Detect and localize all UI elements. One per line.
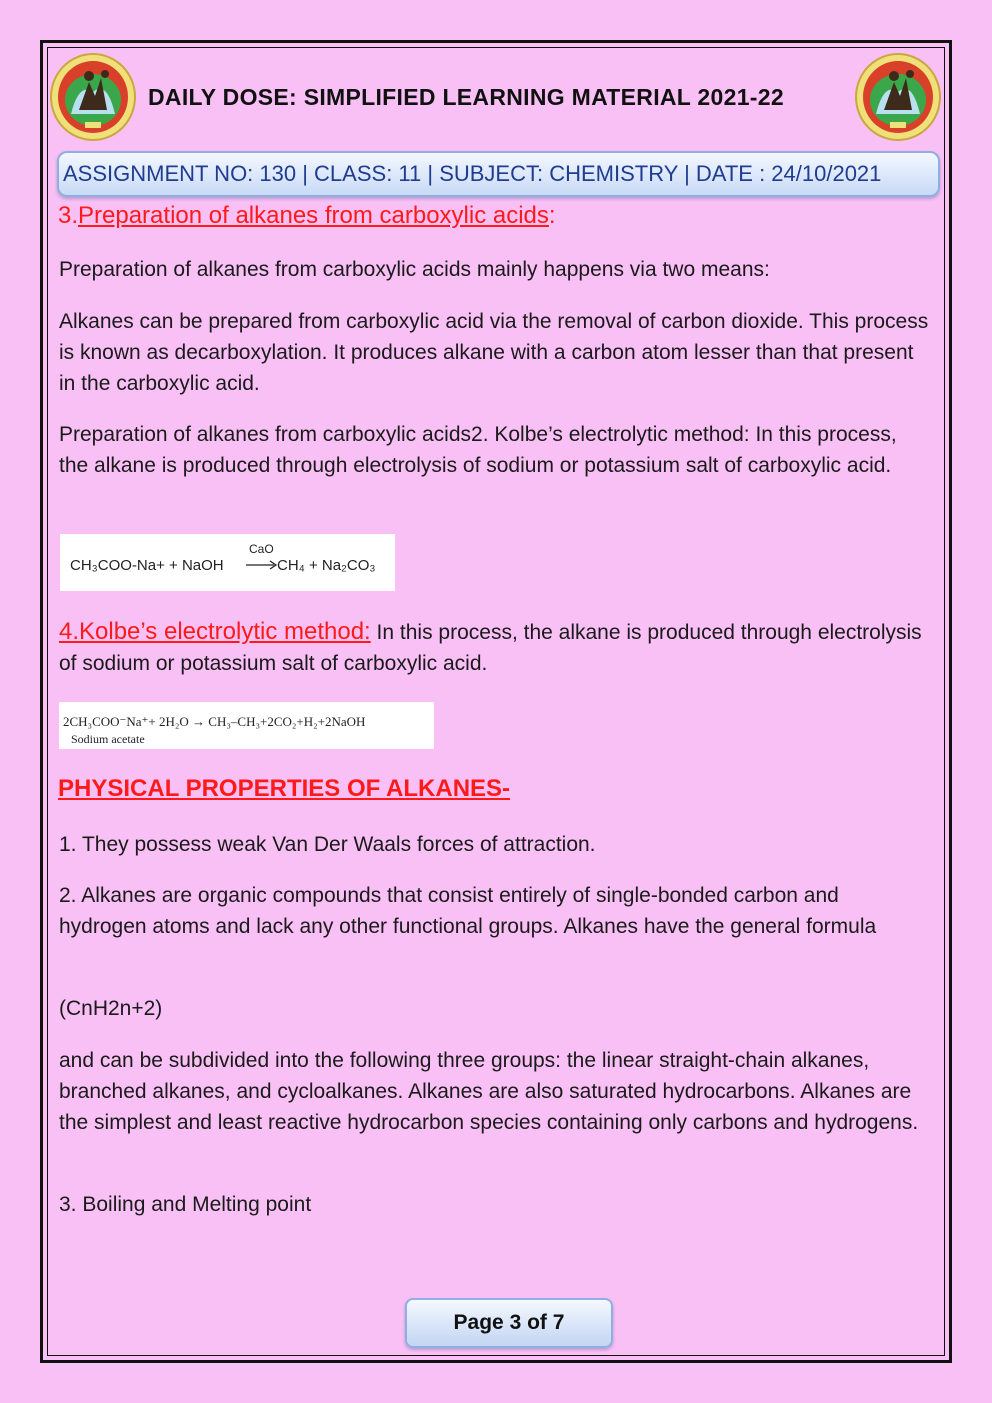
section-3-number: 3. (58, 202, 79, 229)
page-number-badge: Page 3 of 7 (405, 1298, 613, 1348)
equation-catalyst: CaO (249, 542, 274, 556)
section-3-paragraph-3: Preparation of alkanes from carboxylic acids2. Kolbe’s electrolytic method: In this process, the alkane is produced through electrolysis of sodium or potassium salt of carboxylic acid. (59, 423, 897, 477)
general-formula: (CnH2n+2) (59, 997, 163, 1020)
reaction-arrow-icon (246, 559, 278, 571)
kolbe-equation-image (59, 702, 434, 749)
document-title: DAILY DOSE: SIMPLIFIED LEARNING MATERIAL 2021-22 (148, 84, 784, 110)
kolbe-equation-label: Sodium acetate (71, 732, 145, 746)
decarboxylation-equation-image (60, 534, 395, 591)
section-4-text: In this process, the alkane is produced through electrolysis of sodium or potassium salt of carboxylic acid. (59, 621, 922, 675)
property-2-continued: and can be subdivided into the following three groups: the linear straight-chain alkanes, branched alkanes, and cycloalkanes. Alkanes are also saturated hydrocarbons. Alkanes are the simplest and least reactive hydrocarbon species containing only carbons and hydrogens. (59, 1049, 919, 1134)
equation-products: CH₄ + Na₂CO₃ (277, 557, 376, 574)
kolbe-equation-line: 2CH₃COO⁻Na⁺+ 2H₂O → CH₃–CH₃+2CO₂+H₂+2NaOH (63, 714, 366, 729)
property-2: 2. Alkanes are organic compounds that consist entirely of single-bonded carbon and hydrogen atoms and lack any other functional groups. Alkanes have the general formula (59, 884, 877, 938)
school-emblem-icon (854, 52, 942, 142)
section-4-title: 4.Kolbe’s electrolytic method: (59, 618, 371, 645)
section-3-title: Preparation of alkanes from carboxylic acids (78, 202, 549, 229)
section-3-colon: : (548, 202, 556, 229)
section-3-heading (58, 202, 556, 230)
property-1: 1. They possess weak Van Der Waals forces of attraction. (59, 833, 596, 856)
school-emblem-icon (49, 52, 137, 142)
physical-properties-heading: PHYSICAL PROPERTIES OF ALKANES- (58, 775, 511, 802)
section-4-paragraph (59, 616, 929, 679)
equation-reactants: CH₃COO-Na+ + NaOH (70, 557, 224, 574)
assignment-info-bar: ASSIGNMENT NO: 130 | CLASS: 11 | SUBJECT: CHEMISTRY | DATE : 24/10/2021 (57, 151, 940, 197)
section-3-paragraph-1: Preparation of alkanes from carboxylic acids mainly happens via two means: (59, 258, 770, 281)
section-3-paragraph-2: Alkanes can be prepared from carboxylic acid via the removal of carbon dioxide. This process is known as decarboxylation. It produces alkane with a carbon atom lesser than that present in the carboxylic acid. (59, 310, 929, 395)
property-3: 3. Boiling and Melting point (59, 1193, 312, 1216)
